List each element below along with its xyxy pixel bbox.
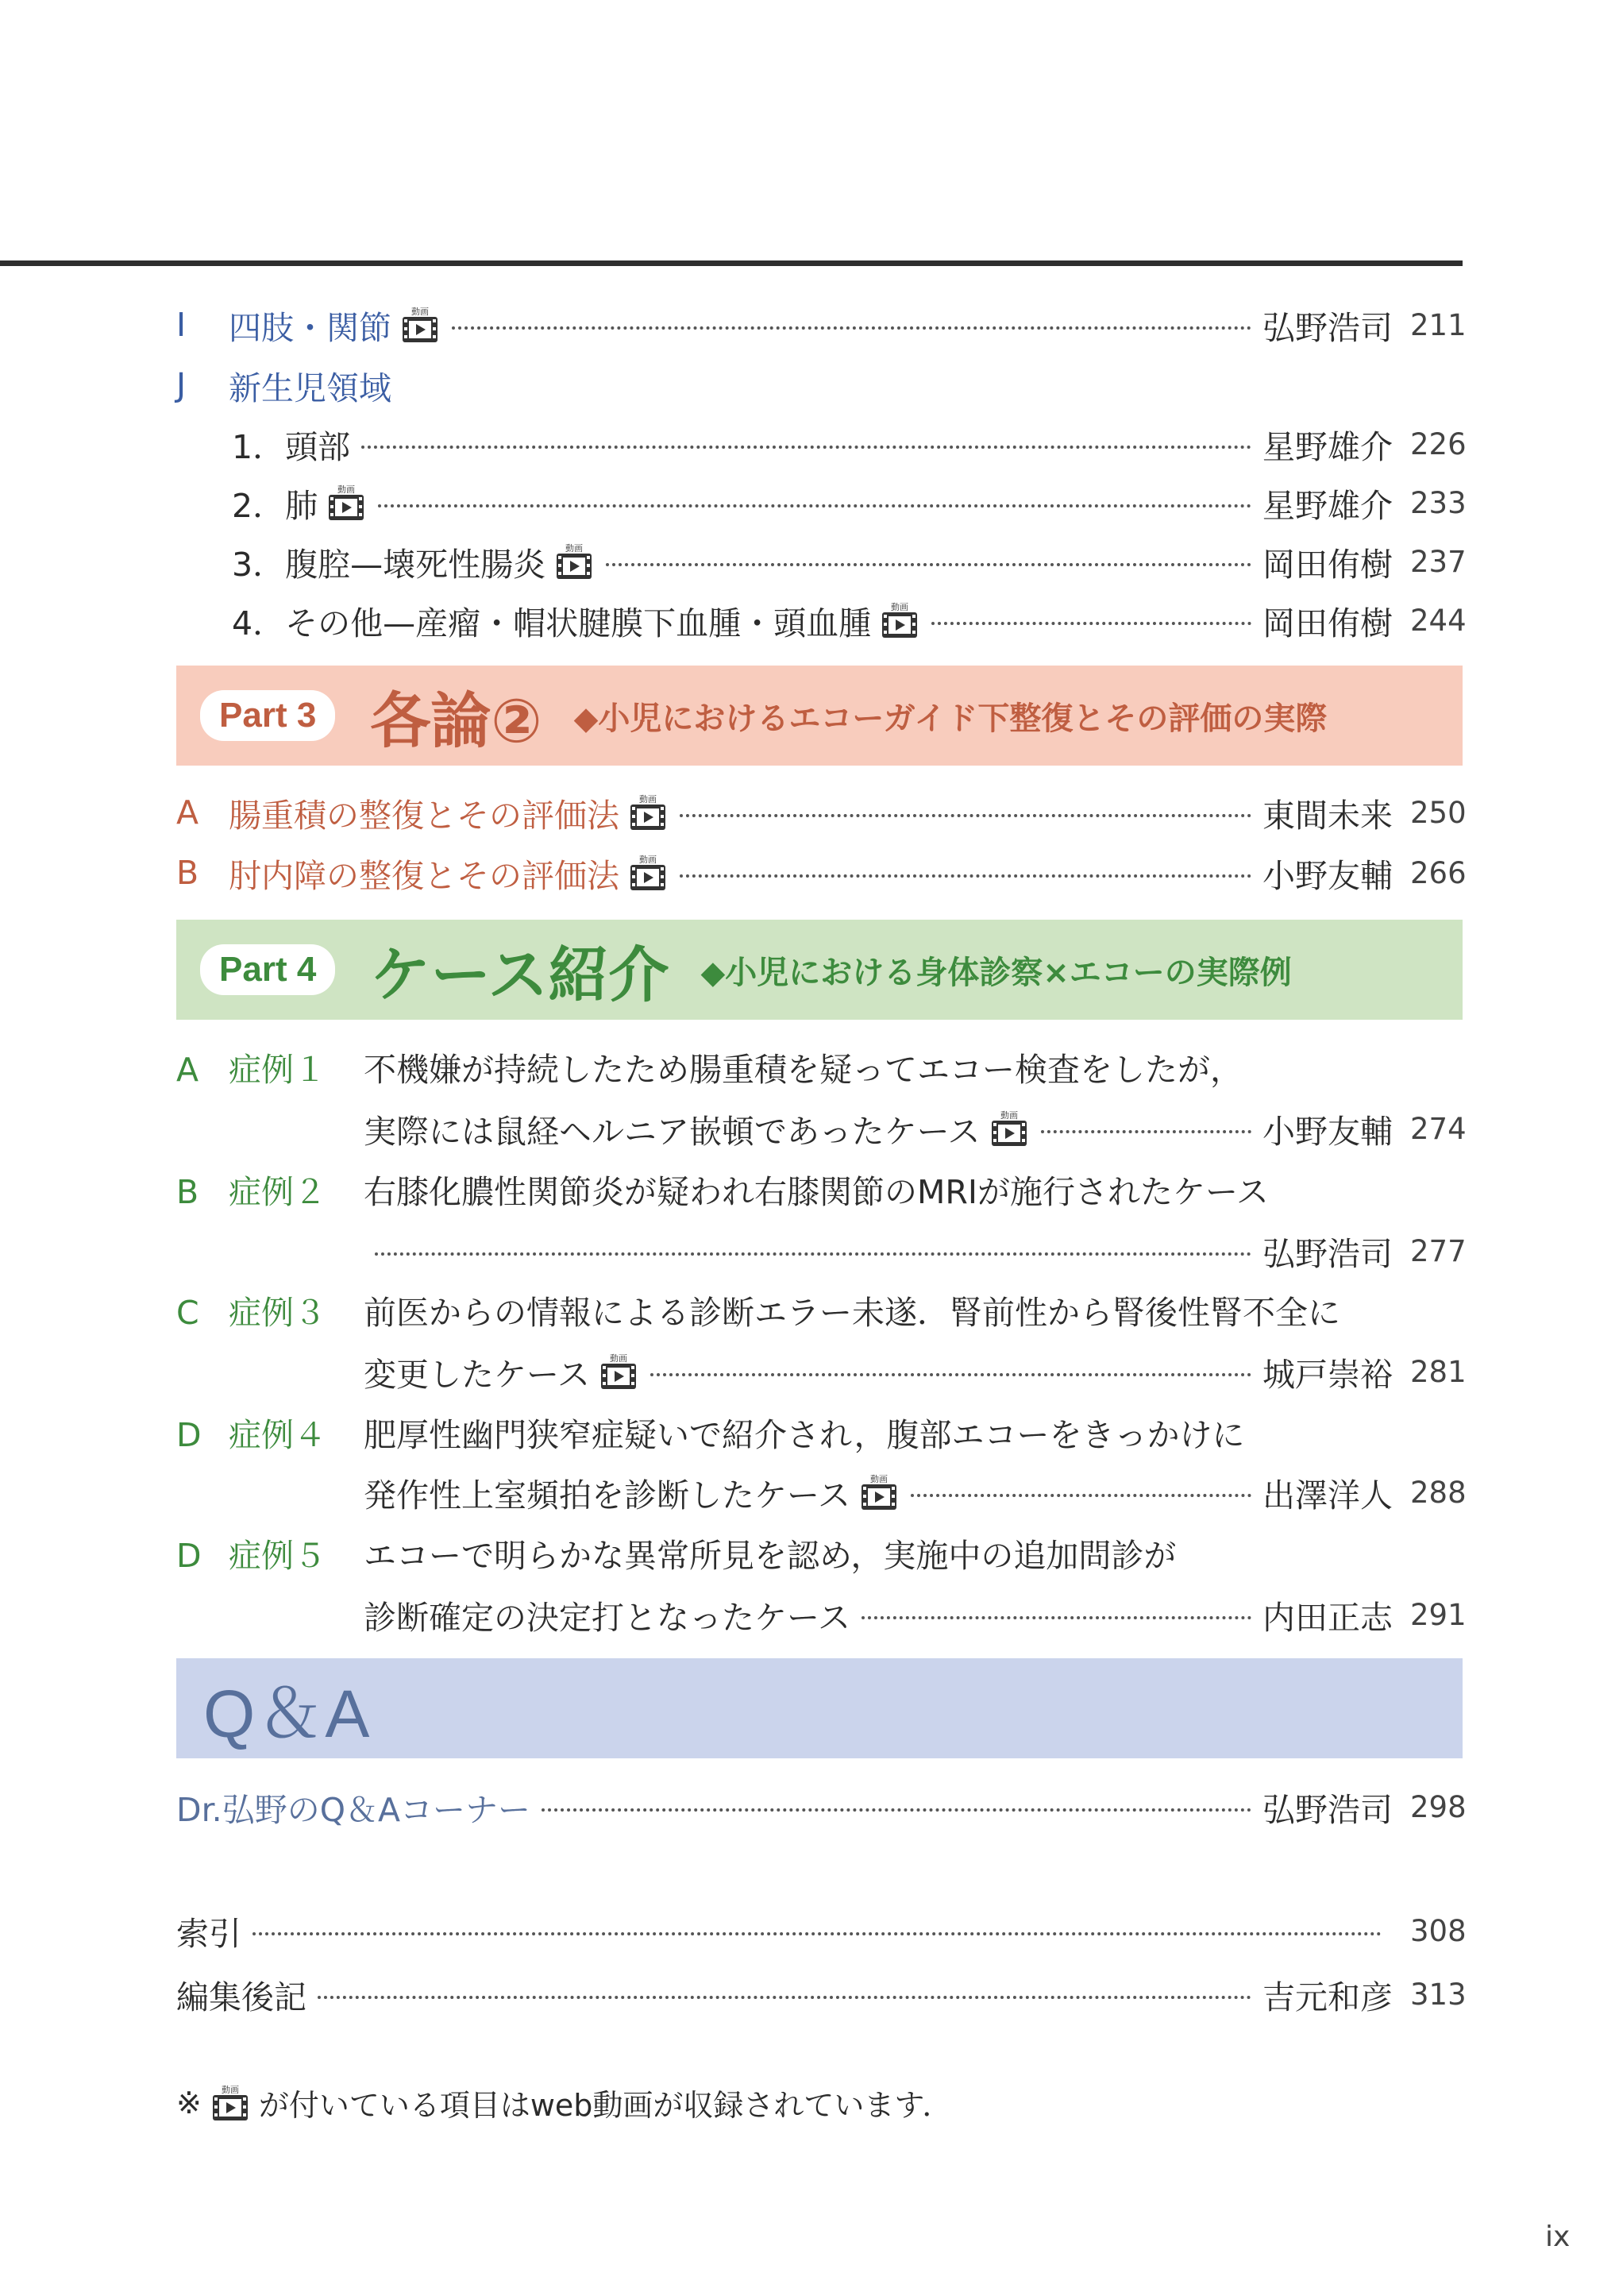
page-folio: ix [1545,2221,1571,2253]
video-icon [399,306,441,344]
page-number: 233 [1410,485,1467,520]
author-name: 岡田侑樹 [1262,604,1393,642]
entry-title: 2．肺 [232,486,318,525]
video-icon [326,484,367,522]
toc-entry-j4[interactable] [176,592,1467,648]
author-name: 内田正志 [1262,1598,1393,1637]
case-title-line2: 発作性上室頻拍を診断したケース [364,1476,850,1515]
case-title-line2: 実際には鼠経ヘルニア嵌頓であったケース [364,1112,981,1151]
toc-entry-afterword[interactable] [176,1966,1467,2022]
case-label [176,1044,364,1090]
section-title: 新生児領域 [229,369,391,407]
entry-letter: A [176,793,199,832]
toc-entry-j2[interactable] [176,475,1467,531]
page-number: 281 [1410,1354,1467,1389]
leader-dots [361,446,1251,449]
case-d5-entry[interactable] [176,1587,1467,1642]
case-number: 症例５ [229,1536,326,1575]
svg-text:動画: 動画 [639,794,657,805]
svg-text:動画: 動画 [869,1474,888,1484]
author-name: 星野雄介 [1262,427,1393,466]
part-subtitle: ◆小児における身体診察×エコーの実際例 [700,954,1292,991]
case-title-line2: 診断確定の決定打となったケース [364,1598,850,1637]
leader-dots [452,326,1251,330]
entry-title: 1．頭部 [232,427,351,466]
case-letter: D [176,1536,202,1575]
svg-text:動画: 動画 [639,855,657,865]
toc-entry-j1[interactable] [176,416,1467,472]
page-number: 274 [1410,1111,1467,1146]
case-title-line1: 不機嫌が持続したため腸重積を疑ってエコー検査をしたが， [364,1050,1243,1089]
entry-title-wrap [232,597,920,644]
page-number: 277 [1410,1233,1467,1268]
qa-title: Q＆A [203,1676,372,1751]
section-title: 四肢・関節 [229,308,391,347]
part-title: ケース紹介 [370,939,669,1010]
author-name: 岡田侑樹 [1262,545,1393,584]
entry-title-wrap [176,789,669,836]
page-number: 250 [1410,795,1467,830]
video-icon [879,601,920,639]
leader-dots [318,1996,1251,1999]
case-d4-heading[interactable] [176,1404,1463,1460]
entry-title: 肘内障の整復とその評価法 [229,856,619,895]
leader-dots [680,874,1251,878]
video-note [176,2081,952,2124]
author-name: 小野友輔 [1262,1112,1393,1151]
video-icon [627,793,669,832]
leader-dots [862,1616,1251,1619]
entry-title-wrap [364,1106,1030,1152]
case-d5-heading[interactable] [176,1525,1463,1580]
case-letter: D [176,1415,202,1454]
leader-dots [606,563,1251,566]
top-rule [0,260,1463,266]
leader-dots [911,1494,1251,1497]
entry-title-wrap [232,480,367,527]
entry-title: 4．その他—産瘤・帽状腱膜下血腫・頭血腫 [232,604,872,642]
part4-banner [176,920,1463,1020]
toc-entry-section-i[interactable] [176,297,1467,353]
case-label [176,1166,364,1213]
svg-text:動画: 動画 [609,1353,627,1364]
svg-text:動画: 動画 [891,602,909,612]
case-number: 症例４ [229,1415,326,1454]
page-number: 226 [1410,426,1467,461]
case-letter: C [176,1293,199,1332]
note-prefix: ※ [176,2085,202,2120]
case-c-entry[interactable] [176,1344,1467,1399]
entry-title: 3．腹腔—壊死性腸炎 [232,545,546,584]
case-label [176,1409,364,1456]
part-subtitle: ◆小児におけるエコーガイド下整復とその評価の実際 [573,700,1328,737]
case-a-entry[interactable] [176,1101,1467,1156]
section-i-heading [176,302,441,349]
video-icon [210,2084,251,2122]
page-number: 313 [1410,1977,1467,2012]
svg-text:動画: 動画 [337,484,356,495]
case-number: 症例２ [229,1172,326,1211]
entry-title-wrap [176,850,669,897]
svg-text:動画: 動画 [1000,1110,1018,1121]
entry-title: Dr.弘野のQ＆Aコーナー [176,1790,531,1829]
part-label: Part 3 [200,690,335,741]
svg-text:動画: 動画 [411,307,429,317]
case-title-line2: 変更したケース [364,1355,590,1394]
leader-dots [252,1932,1382,1935]
case-letter: B [176,1172,199,1211]
leader-dots [1041,1130,1251,1133]
video-icon [989,1109,1030,1148]
case-title-line1: 肥厚性幽門狭窄症疑いで紹介され，腹部エコーをきっかけに [364,1415,1245,1454]
case-title-line1: エコーで明らかな異常所見を認め，実施中の追加問診が [364,1536,1177,1575]
case-label [176,1530,364,1576]
leader-dots [378,504,1251,507]
toc-entry-part3-a[interactable] [176,785,1467,840]
page-number: 291 [1410,1597,1467,1632]
toc-entry-index[interactable] [176,1903,1467,1958]
entry-title: 索引 [176,1914,241,1953]
author-name: 東間未来 [1262,796,1393,835]
part-title: 各論② [370,685,542,756]
case-title-line1: 前医からの情報による診断エラー未遂．腎前性から腎後性腎不全に [364,1293,1340,1332]
page-number: 211 [1410,307,1467,342]
page-number: 244 [1410,603,1467,638]
svg-text:動画: 動画 [221,2084,239,2095]
toc-entry-j3[interactable] [176,534,1467,589]
case-c-heading[interactable] [176,1282,1463,1337]
author-name: 星野雄介 [1262,486,1393,525]
leader-dots [931,622,1251,625]
video-icon [627,854,669,892]
entry-title: 腸重積の整復とその評価法 [229,796,619,835]
section-letter: J [176,366,187,404]
case-number: 症例１ [229,1050,326,1089]
note-text: が付いている項目はweb動画が収録されています． [258,2088,953,2123]
entry-title-wrap [364,1469,900,1516]
case-d4-entry[interactable] [176,1464,1467,1520]
page-number: 288 [1410,1475,1467,1510]
section-j-heading [176,357,1463,413]
author-name: 弘野浩司 [1262,308,1393,347]
page-number: 308 [1410,1913,1467,1948]
case-letter: A [176,1050,199,1089]
case-label [176,1287,364,1333]
entry-title-wrap [364,1349,639,1395]
author-name: 小野友輔 [1262,856,1393,895]
entry-letter: B [176,854,199,892]
video-icon [553,542,595,581]
toc-entry-qa[interactable] [176,1779,1467,1835]
leader-dots [542,1808,1251,1812]
part3-banner [176,666,1463,766]
author-name: 出澤洋人 [1262,1476,1393,1515]
author-name: 吉元和彦 [1262,1978,1393,2016]
case-b-entry[interactable] [176,1223,1467,1279]
entry-title-wrap [232,538,595,585]
leader-dots [680,814,1251,817]
video-icon [858,1473,900,1511]
author-name: 弘野浩司 [1262,1234,1393,1273]
leader-dots [375,1252,1251,1256]
toc-entry-part3-b[interactable] [176,845,1467,901]
svg-text:動画: 動画 [565,543,584,554]
video-icon [598,1353,639,1391]
page-number: 266 [1410,855,1467,890]
entry-title: 編集後記 [176,1978,306,2016]
author-name: 弘野浩司 [1262,1790,1393,1829]
part-label: Part 4 [200,944,335,995]
case-number: 症例３ [229,1293,326,1332]
case-title-line1: 右膝化膿性関節炎が疑われ右膝関節のMRIが施行されたケース [364,1172,1269,1211]
author-name: 城戸崇裕 [1262,1355,1393,1394]
case-a-heading[interactable] [176,1039,1463,1094]
page-number: 298 [1410,1789,1467,1824]
page-number: 237 [1410,544,1467,579]
case-b-heading[interactable] [176,1161,1463,1217]
section-letter: I [176,306,187,344]
qa-banner [176,1658,1463,1758]
leader-dots [650,1373,1251,1376]
